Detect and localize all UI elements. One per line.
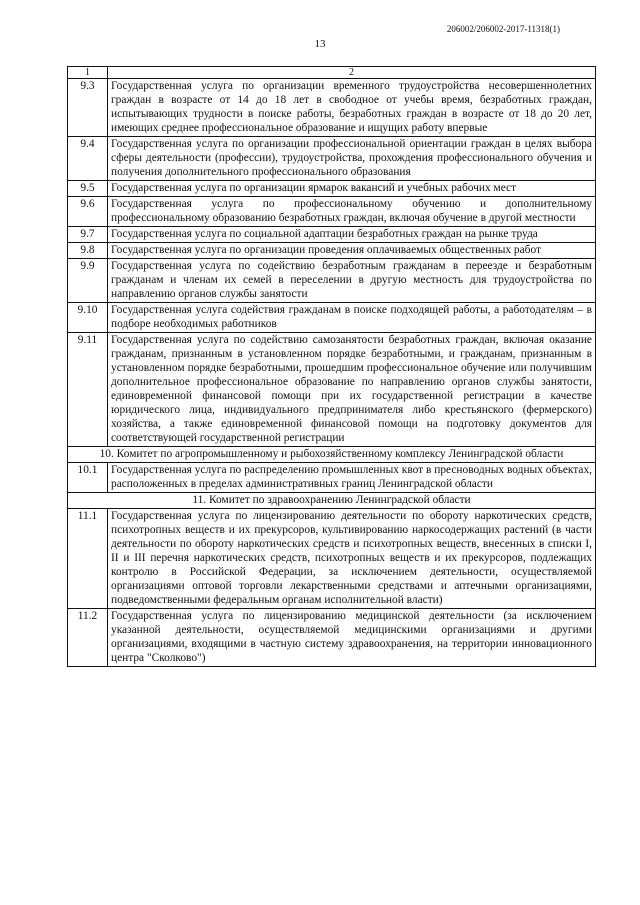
table-row xyxy=(68,243,596,259)
section-title: 10. Комитет по агропромышленному и рыбохозяйственному комплексу Ленинградской области xyxy=(68,447,596,463)
table-row xyxy=(68,259,596,303)
table-row xyxy=(68,79,596,137)
table-row xyxy=(68,181,596,197)
row-number: 9.4 xyxy=(68,137,108,181)
table-row xyxy=(68,463,596,493)
table-row xyxy=(68,333,596,447)
row-number: 9.3 xyxy=(68,79,108,137)
row-number: 9.10 xyxy=(68,303,108,333)
service-description: Государственная услуга по организации профессиональной ориентации граждан в целях выбора сферы деятельности (профессии), трудоустройства, прохождения профессионального обучения и получения дополнительного профессионального образования xyxy=(108,137,596,181)
service-description: Государственная услуга по лицензированию медицинской деятельности (за исключением указанной деятельности, осуществляемой медицинскими организациями и другими организациями, входящими в частную систему здравоохранения, на территории инновационного центра "Сколково") xyxy=(108,609,596,667)
table-row xyxy=(68,303,596,333)
document-id: 206002/206002-2017-11318(1) xyxy=(446,24,560,34)
section-header-row xyxy=(68,493,596,509)
section-title: 11. Комитет по здравоохранению Ленинградской области xyxy=(68,493,596,509)
services-table xyxy=(67,66,596,667)
row-number: 9.9 xyxy=(68,259,108,303)
column-header-number: 1 xyxy=(68,67,108,79)
section-header-row xyxy=(68,447,596,463)
row-number: 9.6 xyxy=(68,197,108,227)
service-description: Государственная услуга по лицензированию деятельности по обороту наркотических средств, психотропных веществ и их прекурсоров, культивированию наркосодержащих растений (в части деятельности по обороту наркотических средств и психотропных веществ, внесенных в списки I, II и III перечня наркотических средств, психотропных веществ и их прекурсоров, подлежащих контролю в Российской Федерации, за исключением деятельности, осуществляемой организациями оптовой торговли лекарственными средствами и аптечными организациями, подведомственными федеральным органам исполнительной власти) xyxy=(108,509,596,609)
service-description: Государственная услуга по организации проведения оплачиваемых общественных работ xyxy=(108,243,596,259)
column-header-name: 2 xyxy=(108,67,596,79)
service-description: Государственная услуга по содействию безработным гражданам в переезде и безработным гражданам и членам их семей в переселении в другую местность для трудоустройства по направлению органов службы занятости xyxy=(108,259,596,303)
service-description: Государственная услуга по профессиональному обучению и дополнительному профессиональному образованию безработных граждан, включая обучение в другой местности xyxy=(108,197,596,227)
service-description: Государственная услуга по распределению промышленных квот в пресноводных водных объектах, расположенных в пределах административных границ Ленинградской области xyxy=(108,463,596,493)
table-row xyxy=(68,509,596,609)
page-number: 13 xyxy=(314,38,326,50)
service-description: Государственная услуга по организации временного трудоустройства несовершеннолетних граждан в возрасте от 14 до 18 лет в свободное от учебы время, безработных граждан, испытывающих трудности в поиске работы, безработных граждан в возрасте от 18 до 20 лет, имеющих среднее профессиональное образование и ищущих работу впервые xyxy=(108,79,596,137)
table-row xyxy=(68,227,596,243)
row-number: 11.1 xyxy=(68,509,108,609)
row-number: 9.8 xyxy=(68,243,108,259)
service-description: Государственная услуга по социальной адаптации безработных граждан на рынке труда xyxy=(108,227,596,243)
service-description: Государственная услуга по организации ярмарок вакансий и учебных рабочих мест xyxy=(108,181,596,197)
services-table-body xyxy=(68,67,596,667)
table-header-row xyxy=(68,67,596,79)
row-number: 9.5 xyxy=(68,181,108,197)
service-description: Государственная услуга по содействию самозанятости безработных граждан, включая оказание гражданам, признанным в установленном порядке безработными, и гражданам, признанным в установленном порядке безработными, прошедшим профессиональное обучение или получившим дополнительное профессиональное образование по направлению органов службы занятости, единовременной финансовой помощи при их государственной регистрации в качестве юридического лица, индивидуального предпринимателя либо крестьянского (фермерского) хозяйства, а также единовременной финансовой помощи на подготовку документов для соответствующей государственной регистрации xyxy=(108,333,596,447)
table-row xyxy=(68,609,596,667)
row-number: 10.1 xyxy=(68,463,108,493)
table-row xyxy=(68,137,596,181)
row-number: 9.11 xyxy=(68,333,108,447)
row-number: 9.7 xyxy=(68,227,108,243)
row-number: 11.2 xyxy=(68,609,108,667)
table-row xyxy=(68,197,596,227)
service-description: Государственная услуга содействия гражданам в поиске подходящей работы, а работодателям – в подборе необходимых работников xyxy=(108,303,596,333)
